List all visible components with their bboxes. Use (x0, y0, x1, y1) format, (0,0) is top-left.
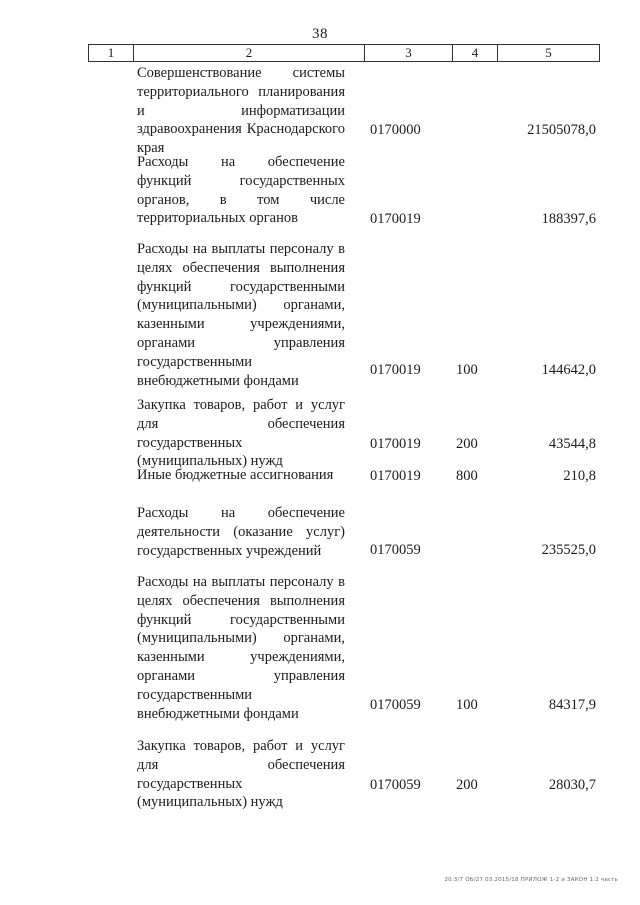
table-row (0, 504, 640, 560)
row-description: Закупка товаров, работ и услуг для обеспечения государственных (муниципальных) нужд (137, 397, 345, 470)
row-description: Расходы на обеспечение деятельности (оказание услуг) государственных учреждений (137, 505, 345, 559)
row-code: 0170000 (370, 122, 421, 139)
table-row (0, 64, 640, 157)
table-header (88, 44, 600, 62)
row-description: Закупка товаров, работ и услуг для обеспечения государственных (муниципальных) нужд (137, 738, 345, 811)
table-row (0, 466, 640, 486)
header-col-2: 2 (134, 45, 365, 61)
row-type: 800 (456, 468, 478, 485)
row-amount: 43544,8 (548, 436, 596, 453)
table-row (0, 240, 640, 389)
row-description: Совершенствование системы территориального планирования и информатизации здравоохранения Краснодарского края (137, 65, 345, 157)
row-type: 100 (456, 362, 478, 379)
row-code: 0170019 (370, 211, 421, 228)
row-amount: 21505078,0 (527, 122, 596, 139)
row-type: 100 (456, 697, 478, 714)
header-col-5: 5 (545, 45, 552, 60)
row-amount: 210,8 (563, 468, 596, 485)
row-code: 0170059 (370, 697, 421, 714)
table-row (0, 737, 640, 811)
row-code: 0170019 (370, 468, 421, 485)
row-amount: 28030,7 (548, 777, 596, 794)
row-code: 0170019 (370, 362, 421, 379)
row-description: Иные бюджетные ассигнования (137, 467, 334, 483)
row-type: 200 (456, 436, 478, 453)
row-amount: 84317,9 (548, 697, 596, 714)
row-code: 0170059 (370, 777, 421, 794)
table-row (0, 573, 640, 722)
table-row (0, 396, 640, 470)
footer-stamp: 20.3/7 ОБ/27.03.2015/18 ПРИЛОЖ 1-2 и ЗАКОН 1.2 часть (444, 877, 618, 883)
row-description: Расходы на выплаты персоналу в целях обеспечения выполнения функций государственными (муниципальными) органами, казенными учреждениями, органами управления государственными внебюджетными фондами (137, 241, 345, 389)
page-number: 38 (312, 26, 328, 42)
header-col-3: 3 (365, 45, 453, 61)
header-col-1: 1 (89, 45, 134, 61)
row-amount: 235525,0 (541, 542, 596, 559)
row-amount: 144642,0 (541, 362, 596, 379)
row-code: 0170059 (370, 542, 421, 559)
row-amount: 188397,6 (541, 211, 596, 228)
row-description: Расходы на выплаты персоналу в целях обеспечения выполнения функций государственными (муниципальными) органами, казенными учреждениями, органами управления государственными внебюджетными фондами (137, 574, 345, 722)
header-col-4: 4 (453, 45, 498, 61)
row-code: 0170019 (370, 436, 421, 453)
table-row (0, 153, 640, 229)
row-description: Расходы на обеспечение функций государственных органов, в том числе территориальных органов (137, 154, 345, 227)
row-type: 200 (456, 777, 478, 794)
